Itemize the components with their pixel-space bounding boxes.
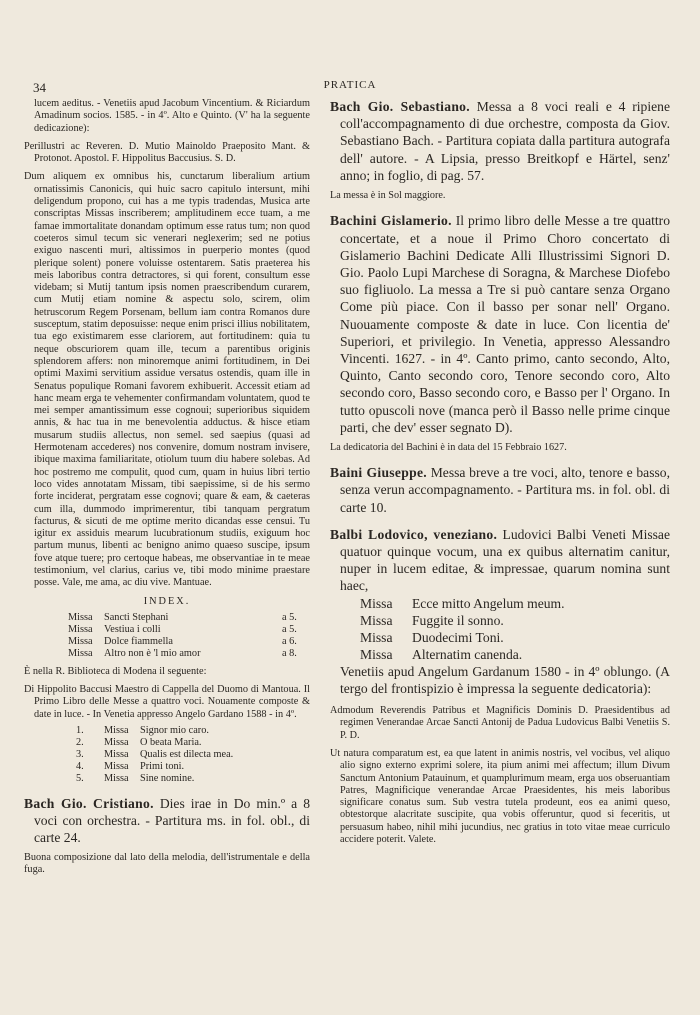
index-title: INDEX. [143, 595, 191, 607]
entry-note: Buona composizione dal lato della melodia, dell'istrumentale e della fuga. [24, 852, 310, 876]
list-item: 1. Missa Signor mio caro. [76, 725, 209, 737]
balbi-imprint: Venetiis apud Angelum Gardanum 1580 - in 4º oblungo. (A tergo del frontispizio è impressa la seguente dedicatoria): [340, 663, 670, 696]
list-item: Missa Fuggite il sonno. [360, 612, 504, 628]
page-number: 34 [33, 80, 46, 95]
mass-list [76, 725, 233, 785]
index-row: Missa Altro non è 'l mio amor a 8. [68, 647, 297, 659]
entry-baini: Baini Giuseppe. Messa breve a tre voci, alto, tenore e basso, senza verun accompagnamento. - Partitura ms. in fol. obl. di carte 10. [330, 465, 670, 515]
balbi-mass-list [360, 595, 565, 663]
list-item: 5. Missa Sine nomine. [76, 773, 195, 785]
dedication-body: Dum aliquem ex omnibus his, cunctarum liberalium artium ornatissimis Canonicis, qui huic sacro capitulo intersunt, mihi deligendum propono, cui has a me typis tradendas, Musica arte conscriptas Missas inscriberem; amplitudinem ecce tuam, a me famae immortalitate donandam optimum esse ratus tum; non quod coeteros simul tecum sic venerari neglexerim; sed ne potius exiguo nascenti muri, altissimos in puerperio montes (quod plerique solent) ponere voluisse ostentarem. Satis praeterea his meis laboribus contra detractores, si qui forent, consultum esse videbam; si Mutij tantum ipsis nomen praescribendum curarem, cum Mutij etiam nomine & aspectu solo, scirem, olim hetruscorum Regem Porsenam, bellum iam contra Romanos dure susceptum, statim deposuisse: neque enim prisci illius nobilitatem, tua ego existimarem esse clariorem, aut fortitudinem: quia tu neque obscuriorem quam ille, tecum a parentibus originis splendorem affers: non minoremque animi fortitudinem, in Dei optimi Maximi servitium assidue versatus ostendis, quam ille in Senatus populique Romani favorem exhibuerit. Accessit etiam ad hanc meam erga te vehementer confirmandam voluntatem, quod te mei semper amantissimum esse cognoui; superioribus siquidem annis, & hac tua in me benevolentia adductus. & hisce etiam musarum studiis allectus, non semel. sed saepius (quasi ad Hermotenam accederes) nos convenire, domum nostram invisere, ibique maxima familiaritate, otiolum tuum diu habere solebas. Ad hoc postremo me compulit, quod cum, quam in huius libri tertio loco vides annotatam Missam, tibi saepissime, si de his sermo forte inciderat, pergratam esse cognovi; quare & eam, & caeteras cum illa, dummodo imprimerentur, tibi tanquam pergratum facturus, & sicuti de me optime merito dicandas esse censui. Tu igitur ex assiduis mearum lucubrationum studiis, exiguum hoc partum munus, libenti ac benigno animo quaeso suscipe, ipsum fove atque tuere; pro certoque habeas, me observantiae in te meae testimonium, vel clarius, carius ve, tibi modo minime praestare posse. Vale, me ama, ac diu vive. Mantuae. [24, 171, 310, 589]
entry-heading: Baini Giuseppe. [330, 465, 427, 481]
list-item: Missa Duodecimi Toni. [360, 629, 504, 645]
balbi-dedication-body: Ut natura comparatum est, ea que latent in animis nostris, vel vocibus, vel aliquo alio signo externo exprimi solere, ita pium animi mei affectum; illum Divum Sanctum Antonium Patauinum, et quamplurimum meam, erga uos obseruantiam Patres, Magnificique venerandae Arcae Praesidentes, his meis laboribus significare conatus sum. Sub vestra tutela prodeunt, eos ea animi queso, obtestorque alacritate suscipite, qua vobis offeruntur, quod si feceritis, ut persuasum habeo, nihil mihi jucundius, nec gratius in toto vitae meae curriculo accidere poterit. Valete. [330, 747, 670, 846]
entry-bach-cristiano: Bach Gio. Cristiano. Dies irae in Do min.º a 8 voci con orchestra. - Partitura ms. in fol. obl., di carte 24. [24, 796, 310, 846]
index-table [68, 612, 297, 660]
entry-note: La dedicatoria del Bachini è in data del 15 Febbraio 1627. [330, 441, 567, 453]
balbi-dedication-address: Admodum Reverendis Patribus et Magnificis Dominis D. Praesidentibus ad regimen Venerandae Arcae Sancti Antonij de Padua Ludovicus Balbi Venetiis S. P. D. [330, 705, 670, 741]
modena-note: È nella R. Biblioteca di Modena il seguente: [24, 665, 207, 677]
entry-heading: Bach Gio. Sebastiano. [330, 99, 470, 114]
entry-heading: Balbi Lodovico, veneziano. [330, 526, 498, 542]
modena-entry: Di Hippolito Baccusi Maestro di Cappella del Duomo di Mantoua. Il Primo Libro delle Messe a quattro voci. Nouamente composte & date in luce. - In Venetia appresso Angelo Gardano 1588 - in 4º. [24, 684, 310, 720]
entry-balbi: Balbi Lodovico, veneziano. Ludovici Balbi Veneti Missae quatuor quinque vocum, una ex quibus alternatim canitur, nuper in lucem editae, & impressae, quarum nomina sunt haec, [330, 526, 670, 594]
index-row: Missa Sancti Stephani a 5. [68, 611, 297, 623]
left-column [24, 98, 310, 877]
index-row: Missa Dolce fiammella a 6. [68, 635, 297, 647]
list-item: 4. Missa Primi toni. [76, 761, 185, 773]
entry-bachini: Bachini Gislamerio. Il primo libro delle Messe a tre quattro concertate, et a noue il Primo Choro concertato di Gislamerio Bachini Dedicate Alli Illustrissimi Signori D. Gio. Paolo Lupi Marchese di Soragna, & Marchese Diofebo suo figliuolo. La messa a Tre si può cantare senza Organo Come più piace. Con il basso per sonar nell' Organo. Nuouamente composte & date in luce. Con licentia de' Superiori, et privilegio. In Venetia, appresso Alessandro Vincenti. 1627. - in 4º. Canto primo, canto secondo, Alto, Quinto, Canto secondo coro, Tenore secondo coro, Alto secondo coro, Basso secondo coro, e Basso per l' Organo. In tutto opuscoli nove (manca però il Basso nelle prime cinque parti, che dev' esser segnato D). [330, 213, 670, 435]
index-row: Missa Vestiua i colli a 5. [68, 623, 297, 635]
entry-bach-sebastiano: Bach Gio. Sebastiano. Messa a 8 voci reali e 4 ripiene coll'accompagnamento di due orchestre, composta da Giov. Sebastiano Bach. - Partitura copiata dalla partitura autografa dell' autore. - A Lipsia, presso Breitkopf e Härtel, senz' anno; in foglio, di pag. 57. [330, 99, 670, 183]
list-item: Missa Ecce mitto Angelum meum. [360, 595, 565, 611]
list-item: 2. Missa O beata Maria. [76, 737, 202, 749]
entry-note: La messa è in Sol maggiore. [330, 190, 446, 202]
list-item: 3. Missa Qualis est dilecta mea. [76, 749, 234, 761]
entry-heading: Bach Gio. Cristiano. [24, 796, 154, 812]
running-head: PRATICA [323, 79, 377, 91]
entry-intro: lucem aeditus. - Venetiis apud Jacobum Vincentium. & Riciardum Amadinum socios. 1585. - in 4º. Alto e Quinto. (V' ha la seguente dedicazione): [34, 98, 310, 134]
right-column [330, 98, 670, 846]
list-item: Missa Alternatim canenda. [360, 646, 523, 662]
dedication-address: Perillustri ac Reveren. D. Mutio Mainoldo Praeposito Mant. & Protonot. Apostol. F. Hippolitus Baccusius. S. D. [24, 140, 310, 165]
entry-heading: Bachini Gislamerio. [330, 213, 452, 229]
